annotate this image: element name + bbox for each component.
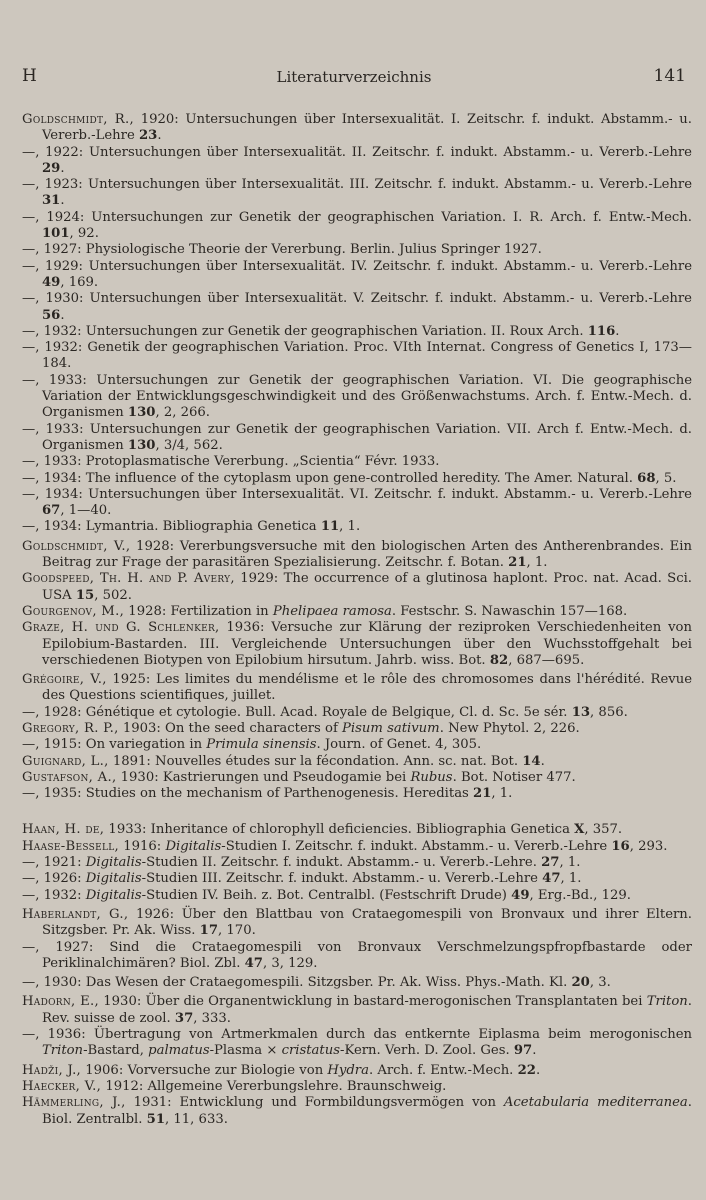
reference-text: . Biol. Zentralbl. — [42, 1095, 692, 1127]
reference-entry — [22, 112, 692, 145]
reference-volume: 29 — [42, 160, 61, 176]
reference-volume: 68 — [637, 470, 656, 486]
reference-entry — [22, 259, 692, 292]
reference-entry — [22, 855, 692, 871]
reference-text: 1906: Vorversuche zur Biologie von — [81, 1062, 328, 1078]
reference-text: -Kern. Verh. D. Zool. Ges. — [339, 1043, 514, 1059]
reference-text: —, 1933: Untersuchungen zur Genetik der geographischen Variation. VI. Die geographische Variation der Entwicklungsgeschwindigkeit und des Größenwachstums. Arch. f. Entw.-Mech. d. Organismen — [22, 372, 692, 421]
reference-volume: 31 — [42, 193, 61, 209]
reference-volume: 56 — [42, 307, 61, 323]
reference-text: , 1. — [560, 871, 582, 887]
reference-entry — [22, 770, 692, 786]
reference-volume: 11 — [320, 519, 340, 535]
reference-entry — [22, 454, 692, 470]
reference-entry — [22, 604, 692, 620]
reference-text: . Bot. Notiser 477. — [452, 769, 576, 785]
reference-text: , 687—695. — [508, 652, 585, 668]
reference-entry — [22, 975, 692, 991]
reference-volume: 23 — [138, 128, 158, 144]
reference-text: -Studien I. Zeitschr. f. indukt. Abstamm.- u. Vererb.-Lehre — [221, 838, 612, 854]
reference-text: —, 1932: — [22, 887, 86, 903]
reference-volume: 22 — [517, 1062, 536, 1078]
reference-author: Haase-Bessell, — [22, 838, 120, 854]
reference-text: -Plasma × — [209, 1043, 282, 1059]
reference-volume: 20 — [571, 975, 590, 991]
reference-text: —, 1936: Übertragung von Artmerkmalen durch das entkernte Eiplasma beim merogonischen — [22, 1027, 692, 1043]
reference-text: . — [535, 1062, 541, 1078]
reference-text: —, 1922: Untersuchungen über Intersexualität. II. Zeitschr. f. indukt. Abstamm.- u. Vererb.-Lehre — [22, 144, 692, 160]
reference-volume: 49 — [42, 274, 61, 290]
reference-volume: 21 — [508, 555, 527, 571]
reference-text: —, 1935: Studies on the mechanism of Parthenogenesis. Hereditas — [22, 786, 474, 802]
reference-text: , 169. — [60, 274, 99, 290]
reference-taxon: palmatus — [148, 1043, 210, 1059]
reference-author: Goldschmidt, V., — [22, 538, 131, 554]
reference-taxon: Hydra — [327, 1062, 369, 1078]
reference-taxon: Acetabularia mediterranea — [503, 1095, 688, 1111]
reference-text: 1930: Kastrierungen und Pseudogamie bei — [116, 769, 411, 785]
reference-text: . — [540, 753, 545, 769]
reference-text: —, 1928: Génétique et cytologie. Bull. Acad. Royale de Belgique, Cl. d. Sc. 5e sér. — [22, 704, 572, 720]
reference-entry — [22, 242, 692, 258]
reference-text: , 293. — [629, 838, 668, 854]
reference-entry — [22, 940, 692, 973]
reference-volume: 21 — [473, 786, 492, 802]
reference-entry — [22, 754, 692, 770]
reference-text: . — [157, 128, 162, 144]
reference-text: , Erg.-Bd., 129. — [529, 887, 631, 903]
reference-volume: 97 — [513, 1043, 533, 1059]
reference-text: —, 1927: Physiologische Theorie der Vererbung. Berlin. Julius Springer 1927. — [22, 242, 542, 258]
reference-text: 1925: Les limites du mendélisme et le rôle des chromosomes dans l'hérédité. Revue des Questions scientifiques, juillet. — [42, 672, 692, 704]
reference-text: 1903: On the seed characters of — [118, 720, 343, 736]
reference-taxon: Pisum sativum — [342, 720, 440, 736]
reference-list — [22, 112, 692, 1128]
page-number: 141 — [653, 66, 686, 86]
reference-author: Haan, H. de, — [22, 822, 105, 838]
reference-taxon: Digitalis — [165, 838, 222, 854]
reference-text: , 3/4, 562. — [155, 437, 223, 453]
reference-volume: 37 — [174, 1010, 194, 1026]
reference-taxon: Primula sinensis — [206, 737, 317, 753]
reference-text: —, 1923: Untersuchungen über Intersexualität. III. Zeitschr. f. indukt. Abstamm.- u. Vererb.-Lehre — [22, 177, 692, 193]
reference-taxon: Digitalis — [85, 887, 142, 903]
reference-text: 1930: Über die Organentwicklung in bastard-merogonischen Transplantaten bei — [99, 994, 647, 1010]
reference-volume: 130 — [127, 405, 156, 421]
reference-text: —, 1915: On variegation in — [22, 737, 207, 753]
reference-text: , 1—40. — [60, 503, 112, 519]
reference-entry — [22, 994, 692, 1027]
reference-entry — [22, 519, 692, 535]
reference-entry — [22, 340, 692, 373]
reference-text: —, 1927: Sind die Crataegomespili von Bronvaux Verschmelzungspfropfbastarde oder Periklinalchimären? Biol. Zbl. — [22, 939, 692, 971]
running-header — [22, 66, 686, 92]
reference-taxon: cristatus — [281, 1043, 340, 1059]
reference-text: 1931: Entwicklung und Formbildungsvermögen von — [125, 1095, 504, 1111]
reference-volume: 16 — [611, 838, 630, 854]
reference-author: Guignard, L., — [22, 753, 109, 769]
running-title: Literaturverzeichnis — [276, 68, 432, 86]
reference-text: 1912: Allgemeine Vererbungslehre. Braunschweig. — [101, 1078, 447, 1094]
reference-entry — [22, 672, 692, 705]
reference-text: . — [60, 307, 65, 323]
reference-author: Hadorn, E., — [22, 994, 100, 1010]
reference-text: 1916: — [119, 838, 166, 854]
reference-text: . Rev. suisse de zool. — [42, 994, 692, 1026]
reference-text: —, 1929: Untersuchungen über Intersexualität. IV. Zeitschr. f. indukt. Abstamm.- u. Vererb.-Lehre — [22, 258, 692, 274]
reference-text: , 1. — [339, 519, 361, 535]
reference-text: . — [60, 193, 65, 209]
reference-taxon: Triton — [42, 1043, 84, 1059]
reference-text: -Bastard, — [83, 1043, 149, 1059]
reference-entry — [22, 1027, 692, 1060]
reference-entry — [22, 1063, 692, 1079]
reference-entry — [22, 539, 692, 572]
reference-volume: 27 — [541, 855, 560, 871]
reference-volume: 15 — [75, 587, 95, 603]
reference-text: 1936: Versuche zur Klärung der reziproken Verschiedenheiten von Epilobium-Bastarden. III. Vergleichende Untersuchungen über den Wuchsstoffgehalt bei verschiedenen Biotypen von Epilobium hirsutum. Jahrb. wiss. Bot. — [42, 620, 692, 668]
reference-text: —, 1934: Untersuchungen über Intersexualität. VI. Zeitschr. f. indukt. Abstamm.- u. Vererb.-Lehre — [22, 486, 692, 502]
reference-volume: 14 — [522, 753, 541, 769]
reference-volume: 13 — [571, 704, 591, 720]
reference-text: -Studien IV. Beih. z. Bot. Centralbl. (Festschrift Drude) — [141, 887, 512, 903]
reference-entry — [22, 907, 692, 940]
reference-text: , 3. — [589, 975, 611, 991]
section-letter: H — [22, 66, 37, 86]
reference-entry — [22, 1095, 692, 1128]
reference-entry — [22, 705, 692, 721]
reference-entry — [22, 324, 692, 340]
reference-text: . New Phytol. 2, 226. — [439, 720, 580, 736]
reference-text: -Studien II. Zeitschr. f. indukt. Abstamm.- u. Vererb.-Lehre. — [141, 855, 542, 871]
reference-text: . Arch. f. Entw.-Mech. — [368, 1062, 518, 1078]
reference-text: 1926: Über den Blattbau von Crataegomespili von Bronvaux und ihrer Eltern. Sitzgsber. Pr. Ak. Wiss. — [42, 906, 692, 939]
reference-entry — [22, 145, 692, 178]
reference-entry — [22, 210, 692, 243]
reference-text: —, 1932: Untersuchungen zur Genetik der geographischen Variation. II. Roux Arch. — [22, 323, 588, 339]
reference-volume: X — [574, 822, 585, 838]
reference-text: , 170. — [218, 923, 256, 939]
reference-entry — [22, 839, 692, 855]
reference-volume: 51 — [146, 1111, 165, 1127]
reference-author: Goodspeed, Th. H. and P. Avery, — [22, 571, 235, 587]
reference-author: Hämmerling, J., — [22, 1095, 126, 1111]
reference-text: , 333. — [193, 1010, 231, 1026]
reference-text: —, 1926: — [22, 871, 86, 887]
reference-entry — [22, 620, 692, 669]
reference-entry — [22, 888, 692, 904]
reference-text: . — [615, 323, 620, 339]
reference-text: , 502. — [94, 587, 132, 603]
reference-taxon: Phelipaea ramosa — [272, 603, 392, 619]
reference-text: 1928: Vererbungsversuche mit den biologischen Arten des Antherenbrandes. Ein Beitrag zur Frage der parasitären Spezialisierung. Zeitschr. f. Botan. — [42, 538, 693, 571]
reference-text: 1929: The occurrence of a glutinosa haplont. Proc. nat. Acad. Sci. USA — [42, 571, 692, 603]
reference-text: , 92. — [69, 226, 99, 242]
reference-entry — [22, 291, 692, 324]
reference-entry — [22, 471, 692, 487]
reference-taxon: Triton — [646, 994, 688, 1010]
reference-text: . — [60, 160, 65, 176]
reference-text: —, 1930: Das Wesen der Crataegomespili. Sitzgsber. Pr. Ak. Wiss. Phys.-Math. Kl. — [22, 975, 572, 991]
reference-text: , 1. — [491, 786, 513, 802]
reference-entry — [22, 422, 692, 455]
reference-author: Haecker, V., — [22, 1078, 102, 1094]
reference-text: , 1. — [559, 855, 581, 871]
reference-text: , 1. — [526, 555, 548, 571]
reference-entry — [22, 373, 692, 422]
reference-entry — [22, 1079, 692, 1095]
reference-text: , 3, 129. — [262, 955, 318, 971]
reference-entry — [22, 177, 692, 210]
reference-text: . Journ. of Genet. 4, 305. — [316, 737, 482, 753]
reference-text: 1928: Fertilization in — [124, 603, 273, 619]
reference-entry — [22, 487, 692, 520]
reference-text: . — [532, 1043, 537, 1059]
reference-author: Grégoire, V., — [22, 672, 107, 688]
reference-text: —, 1924: Untersuchungen zur Genetik der geographischen Variation. I. R. Arch. f. Entw.-Mech. — [22, 209, 692, 225]
reference-entry — [22, 822, 692, 838]
reference-author: Gregory, R. P., — [22, 720, 119, 736]
reference-entry — [22, 786, 692, 802]
reference-taxon: Digitalis — [85, 855, 142, 871]
reference-text: 1891: Nouvelles études sur la fécondation. Ann. sc. nat. Bot. — [108, 753, 523, 769]
reference-text: —, 1934: The influence of the cytoplasm upon gene-controlled heredity. The Amer. Natural. — [22, 470, 638, 486]
reference-text: 1920: Untersuchungen über Intersexualität. I. Zeitschr. f. indukt. Abstamm.- u. Vererb.-Lehre — [42, 112, 692, 144]
reference-taxon: Rubus — [410, 769, 453, 785]
reference-text: . Festschr. S. Nawaschin 157—168. — [391, 603, 628, 619]
reference-entry — [22, 737, 692, 753]
reference-text: —, 1930: Untersuchungen über Intersexualität. V. Zeitschr. f. indukt. Abstamm.- u. Vererb.-Lehre — [22, 291, 692, 307]
reference-text: , 856. — [590, 704, 628, 720]
reference-text: , 2, 266. — [155, 405, 210, 421]
reference-volume: 47 — [542, 871, 561, 887]
reference-volume: 67 — [42, 503, 61, 519]
reference-text: —, 1933: Untersuchungen zur Genetik der geographischen Variation. VII. Arch f. Entw.-Mech. d. Organismen — [22, 421, 692, 453]
reference-author: Gustafson, A., — [22, 769, 117, 785]
reference-volume: 82 — [489, 652, 509, 668]
reference-author: Graze, H. und G. Schlenker, — [22, 620, 220, 636]
reference-entry — [22, 721, 692, 737]
reference-author: Gourgenov, M., — [22, 603, 125, 619]
reference-text: —, 1934: Lymantria. Bibliographia Genetica — [22, 519, 321, 535]
reference-author: Hadži, J., — [22, 1062, 82, 1078]
reference-author: Goldschmidt, R., — [22, 112, 134, 127]
reference-volume: 101 — [42, 226, 70, 242]
reference-text: —, 1932: Genetik der geographischen Variation. Proc. VIth Internat. Congress of Genetics I, 173—184. — [22, 340, 692, 372]
reference-entry — [22, 571, 692, 604]
reference-text: 1933: Inheritance of chlorophyll deficiencies. Bibliographia Genetica — [104, 822, 575, 838]
reference-author: Haberlandt, G., — [22, 906, 129, 922]
reference-volume: 47 — [244, 955, 263, 971]
reference-volume: 17 — [199, 923, 219, 939]
reference-volume: 116 — [587, 323, 616, 339]
reference-text: —, 1921: — [22, 855, 86, 871]
reference-text: -Studien III. Zeitschr. f. indukt. Abstamm.- u. Vererb.-Lehre — [141, 871, 543, 887]
reference-taxon: Digitalis — [85, 871, 142, 887]
reference-volume: 130 — [127, 437, 156, 453]
reference-text: , 357. — [584, 822, 623, 838]
reference-text: , 5. — [655, 470, 677, 486]
reference-volume: 49 — [511, 887, 530, 903]
reference-text: , 11, 633. — [165, 1111, 228, 1127]
reference-entry — [22, 871, 692, 887]
reference-text: —, 1933: Protoplasmatische Vererbung. „Scientia“ Févr. 1933. — [22, 454, 440, 470]
